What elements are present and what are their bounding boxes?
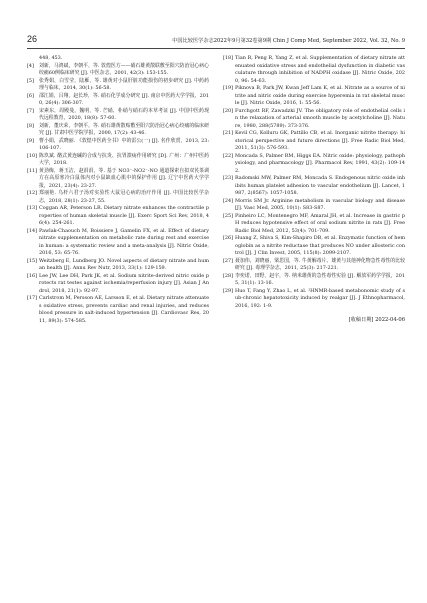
reference-item — [223, 153, 405, 176]
reference-number: [17] — [27, 295, 38, 301]
reference-text: Pawlak-Chaouch M, Boissiere J, Gamelin FX, et al. Effect of dietary nitrate supplementation on metabolic rate during rest and exercise in human: a systematic review and a meta-analysis [J]. Nitric Oxide, 2016, 53: 65-76. — [39, 227, 209, 256]
reference-text: 张秀娟，白雪莹，陆雁，等. 雄黄对小鼠肝脏功能损伤的初步研究 [J]. 中药药理与临床，2014, 30(1): 56-58. — [39, 77, 209, 91]
reference-item — [223, 198, 405, 213]
reference-number: [8] — [27, 122, 34, 129]
reference-item — [27, 93, 209, 108]
reference-item — [223, 273, 405, 288]
reference-number: [24] — [223, 197, 234, 204]
reference-item — [223, 85, 405, 108]
right-column — [216, 55, 405, 583]
reference-item — [223, 288, 405, 311]
reference-number: [18] — [223, 55, 234, 61]
reference-item — [27, 138, 209, 153]
reference-text: Pinheiro LC, Montenegro MF, Amaral JH, et al. Increase in gastric pH reduces hypotensive effect of oral sodium nitrite in rats [J]. Free Radic Biol Med, 2012, 53(4): 701-709. — [235, 212, 405, 234]
reference-number: [12] — [27, 190, 38, 196]
reference-text: Piknova B, Park JW, Kwan Jeff Lam K, et al. Nitrate as a source of nitrite and nitric oxide during exercise hyperemia in rat skeletal muscle [J]. Nitric Oxide, 2016, 1: 55-56. — [235, 85, 405, 106]
reference-item — [27, 63, 209, 78]
page-header — [27, 36, 405, 49]
reference-number: [23] — [223, 175, 234, 181]
reference-item — [223, 235, 405, 258]
reference-number: [16] — [27, 272, 38, 279]
reference-item — [27, 123, 209, 138]
right-reference-list — [223, 55, 405, 310]
reference-text: 邵江娟，吕翔，赵长珍，等. 硝石化学成分研究 [J]. 南京中医药大学学报，2010, 26(4): 306-307. — [39, 92, 209, 106]
reference-text: Radomski MW, Palmer RM, Moncada S. Endogenous nitric oxide inhibits human platelet adhesion to vascular endothelium [J]. Lancet, 1987, 2(8567): 1057-1058. — [235, 175, 405, 196]
reference-number: [11] — [27, 167, 38, 174]
reference-item — [223, 175, 405, 198]
reference-item — [27, 78, 209, 93]
reference-item — [27, 295, 209, 325]
reference-text: Coggan AR, Peterson LR. Dietary nitrate enhances the contractile properties of human skeletal muscle [J]. Exerc Sport Sci Rev, 2018, 46(4): 254-261. — [39, 205, 209, 226]
reference-text: 聂加伟，刘晓丽，梁思国，等. 牛黄解毒片、雄黄与其他神化物急性毒性的比较研究 [J]. 毒理学杂志，2011, 25(3): 217-221. — [235, 257, 405, 271]
reference-item — [223, 213, 405, 236]
reference-item — [223, 108, 405, 131]
reference-number: [9] — [27, 137, 34, 144]
reference-number: [25] — [223, 212, 234, 219]
reference-number: [22] — [223, 152, 234, 159]
reference-continuation: 448, 453. — [39, 55, 63, 61]
reference-text: Moncada S, Palmer RM, Higgs EA. Nitric oxide: physiology, pathophysiology, and pharmacology [J]. Pharmacol Rev, 1991, 43(2): 109-142. — [235, 152, 405, 174]
reference-item — [223, 130, 405, 153]
reference-text: Kevil CG, Kolluru GK, Pattillo CB, et al. Inorganic nitrite therapy: historical perspective and future directions [J]. Free Radic Biol Med, 2011, 51(3): 576-593. — [235, 130, 405, 151]
reference-text: 刘新，马鸿斌，李朝平，等. 敦煌医方——硝石雄黄散联敷至阳穴防治冠心病心绞痛60例临床研究 [J]. 中医杂志，2001, 42(3): 153-155. — [39, 62, 209, 76]
reference-number: [6] — [27, 92, 34, 99]
reference-number: [14] — [27, 227, 38, 234]
reference-number: [28] — [223, 272, 234, 279]
reference-text: Huang Z, Shiva S, Kim-Shapiro DB, et al. Enzymatic function of hemoglobin as a nitrite reductase that produces NO under allosteric control [J]. J Clin Invest, 2005, 115(8): 2099-2107. — [235, 235, 405, 256]
reference-text: Tian R, Peng R, Yang Z, et al. Supplementation of dietary nitrate attenuated oxidative stress and endothelial dysfunction in diabetic vasculature through inhibition of NADPH oxidase [J]. Nitric Oxide, 2020, 96: 54-63. — [235, 55, 405, 84]
reference-item — [27, 273, 209, 296]
reference-text: Carlstrom M, Persson AE, Larsson E, et al. Dietary nitrate attenuates oxidative stress, prevents cardiac and renal injuries, and reduces blood pressure in salt-induced hypertension [J]. Cardiovasc Res, 2011, 89(3): 574-585. — [39, 295, 209, 324]
reference-text: 郑丽艳. 乌杆六君子汤对实验性大鼠冠心病的治疗作用 [J]. 中国比较医学杂志，2018, 28(1): 23-27, 55. — [39, 190, 209, 204]
reference-item — [27, 228, 209, 258]
reference-number: [5] — [27, 77, 34, 84]
reference-text: 宋素东，周殿曼，魏明，等. 芒硝、朴硝与硝石的本草考证 [J]. 中国中医药现代远程教育，2020, 18(8): 57-60. — [39, 107, 209, 121]
reference-item — [27, 205, 209, 228]
reference-text: 曹小娟，武晓丽. 《敦煌中医药全书》中的雷公(一) [J]. 名作欣赏，2013, 23: 106-107. — [39, 137, 209, 151]
reference-number: [20] — [223, 107, 234, 114]
reference-number: [27] — [223, 257, 234, 264]
reference-text: Weitzberg E, Lundberg JO. Novel aspects of dietary nitrate and human health [J]. Annu Rev Nutr, 2013, 33(1): 129-159. — [39, 257, 209, 271]
received-date: [收稿日期] 2022-04-06 — [348, 317, 405, 323]
reference-text: 李奕诺，田野，赵宇，等. 纳米雄黄的急性毒性实验 [J]. 解放军药学学报，2015, 31(1): 13-16. — [235, 272, 405, 286]
reference-number: [4] — [27, 62, 34, 69]
reference-item — [27, 190, 209, 205]
reference-number: [19] — [223, 85, 234, 91]
reference-columns — [27, 55, 405, 583]
reference-text: 黄劲梅，蒋玉洁，赵涓涓，等. 基于 NO3⁻-NO2⁻-NO 通道探索自拟双芪茶调方在高原寒冷白鼠体内对小鼠缺血心肌中的保护作用 [J]. 辽宁中医药大学学报，2021, 23(4): 23-27. — [39, 167, 209, 189]
reference-item — [223, 258, 405, 273]
journal-running-title: 中国比较医学杂志2022年9月第32卷第9期 Chin J Comp Med, September 2022, Vol. 32, No. 9 — [172, 38, 405, 44]
reference-item — [27, 168, 209, 191]
reference-number: [26] — [223, 235, 234, 241]
left-reference-list — [27, 63, 209, 326]
reference-number: [13] — [27, 205, 38, 211]
reference-text: Lee JW, Lee DH, Park JK, et al. Sodium nitrite-derived nitric oxide protects rat testes against ischemia/reperfusion injury [J]. Asian J Androl, 2018, 21(1): 92-97. — [39, 272, 209, 294]
reference-number: [15] — [27, 257, 38, 264]
reference-text: Furchgott RF, Zawadzki JV. The obligatory role of endothelial cells in the relaxation of arterial smooth muscle by acetylcholine [J]. Nature, 1980, 288(5789): 373-376. — [235, 107, 405, 129]
left-column — [27, 55, 216, 583]
reference-number: [7] — [27, 107, 34, 114]
page-number: 26 — [27, 34, 38, 44]
reference-item — [27, 108, 209, 123]
reference-text: Huo T, Fang Y, Zhao L, et al. ¹HNMR-based metabonomic study of sub-chronic hepatotoxicity induced by realgar [J]. J Ethnopharmacol, 2016, 192: 1-9. — [235, 287, 405, 309]
reference-item — [27, 258, 209, 273]
reference-number: [10] — [27, 152, 38, 159]
reference-item — [223, 55, 405, 85]
reference-text: 刘新，董庆荣，李朝平，等. 硝石雄黄散贴敷至阳穴防治冠心病心绞痛的临床研究 [J]. 甘肃中医学院学报，2000, 17(2): 43-46. — [39, 122, 209, 136]
reference-text: Morris SM Jr. Arginine metabolism in vascular biology and disease [J]. Vasc Med, 2005, 10(1): S83-S87. — [235, 197, 405, 211]
reference-number: [29] — [223, 287, 234, 294]
reference-number: [21] — [223, 130, 234, 136]
reference-item — [27, 153, 209, 168]
reference-text: 陈玖斌. 酪式黄连碱的合成与抗炎、抗胃溃疡作用研究 [D]. 广州：广州中医药大学，2018. — [39, 152, 209, 166]
